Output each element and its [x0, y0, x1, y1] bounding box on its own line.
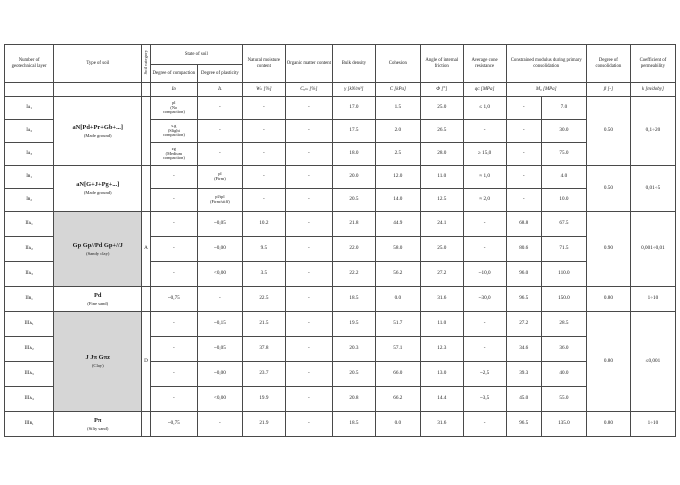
symbol-il: Iʟ: [197, 83, 242, 97]
plasticity-value: -: [197, 143, 242, 166]
modulus-q-value: 96.5: [506, 287, 541, 312]
col-permeability-header: Coefficient of permeability: [630, 45, 675, 83]
col-friction-header: Angle of internal friction: [420, 45, 463, 83]
soil-category: D: [142, 312, 151, 412]
cone-value: ~10,0: [463, 262, 506, 287]
friction-value: 27.2: [420, 262, 463, 287]
cone-value: -: [463, 120, 506, 143]
permeability-value: 0,1÷20: [630, 97, 675, 166]
col-moisture-header: Natural moisture content: [242, 45, 285, 83]
modulus-q-value: 34.6: [506, 337, 541, 362]
consolidation-value: 0.50: [586, 97, 630, 166]
friction-value: 11.0: [420, 312, 463, 337]
moisture-value: 21.5: [242, 312, 285, 337]
cone-value: ~2,5: [463, 362, 506, 387]
soil-type-description: (Made ground): [83, 132, 112, 138]
soil-type-name: J Jπ Gπz: [85, 354, 110, 362]
organic-value: -: [285, 262, 332, 287]
organic-value: -: [285, 189, 332, 212]
modulus-q-value: 80.6: [506, 237, 541, 262]
soil-type-cell: [54, 287, 142, 312]
symbol-iom: Cₒₘ [%]: [285, 83, 332, 97]
soil-type-name: aN[G+J+Pg+...]: [76, 181, 120, 189]
plasticity-value: ~0,00: [197, 362, 242, 387]
modulus-value: 150.0: [541, 287, 586, 312]
modulus-value: 55.0: [541, 387, 586, 412]
cell-line: (Slight: [167, 127, 180, 133]
cohesion-value: 12.0: [375, 166, 420, 189]
cone-value: ≤ 1,0: [463, 97, 506, 120]
cell-line: pl/tpl: [215, 194, 225, 200]
modulus-q-value: -: [506, 120, 541, 143]
layer-id: IIIᴀ₃: [5, 362, 54, 387]
compaction-value: -: [150, 337, 197, 362]
modulus-value: 110.0: [541, 262, 586, 287]
friction-value: 26.5: [420, 120, 463, 143]
friction-value: 31.6: [420, 412, 463, 437]
cone-value: -: [463, 212, 506, 237]
col-compaction-header: Degree of compaction: [150, 65, 197, 83]
organic-value: -: [285, 287, 332, 312]
layer-id: Iᴀ₁: [5, 97, 54, 120]
friction-value: 12.5: [420, 189, 463, 212]
organic-value: -: [285, 166, 332, 189]
cell-line: pl: [218, 171, 222, 177]
permeability-value: 1÷10: [630, 287, 675, 312]
density-value: 18.0: [332, 143, 375, 166]
modulus-value: 36.0: [541, 337, 586, 362]
layer-id: IIᴀ₂: [5, 237, 54, 262]
compaction-value: -: [150, 387, 197, 412]
symbol-empty-1: [5, 83, 54, 97]
permeability-value: 0,001÷0,01: [630, 212, 675, 287]
col-cohesion-header: Cohesion: [375, 45, 420, 83]
friction-value: 11.0: [420, 166, 463, 189]
cohesion-value: 57.1: [375, 337, 420, 362]
organic-value: -: [285, 212, 332, 237]
plasticity-value: <0,00: [197, 387, 242, 412]
plasticity-value: ~0,05: [197, 337, 242, 362]
symbol-c: C [kPa]: [375, 83, 420, 97]
table-row: [5, 287, 676, 312]
cone-value: -: [463, 337, 506, 362]
modulus-value: 7.0: [541, 97, 586, 120]
soil-type-name: aN[Pd+Pr+Gb+...]: [72, 123, 123, 131]
consolidation-value: 0.50: [586, 166, 630, 212]
soil-type-name: Pπ: [94, 416, 102, 424]
moisture-value: 22.5: [242, 287, 285, 312]
symbol-beta: β [-]: [586, 83, 630, 97]
col-layer-header: Number of geotechnical layer: [5, 45, 54, 83]
cone-value: -: [463, 412, 506, 437]
col-modulus-header: Constrained modulus during primary consolidation: [506, 45, 586, 83]
modulus-value: 10.0: [541, 189, 586, 212]
density-value: 20.8: [332, 387, 375, 412]
symbol-wn: Wₙ [%]: [242, 83, 285, 97]
density-value: 20.0: [332, 166, 375, 189]
modulus-value: 75.0: [541, 143, 586, 166]
cone-value: ≥ 15,0: [463, 143, 506, 166]
cohesion-value: 66.0: [375, 362, 420, 387]
symbol-empty-2: [54, 83, 142, 97]
modulus-value: 67.5: [541, 212, 586, 237]
layer-id: IIIᴀ₁: [5, 312, 54, 337]
moisture-value: 3.5: [242, 262, 285, 287]
moisture-value: 37.8: [242, 337, 285, 362]
col-organic-header: Organic matter content: [285, 45, 332, 83]
symbol-qc: qᴄ [MPa]: [463, 83, 506, 97]
cohesion-value: 51.7: [375, 312, 420, 337]
organic-value: -: [285, 143, 332, 166]
soil-category: [142, 412, 151, 437]
moisture-value: -: [242, 166, 285, 189]
cell-line: (Firm/stiff): [210, 199, 230, 204]
plasticity-value: -: [197, 120, 242, 143]
density-value: 22.0: [332, 237, 375, 262]
layer-id: IIʙ₁: [5, 287, 54, 312]
header-row-1: [5, 45, 676, 65]
cone-value: ≈ 1,0: [463, 166, 506, 189]
modulus-q-value: 96.0: [506, 262, 541, 287]
table-row: [5, 312, 676, 337]
organic-value: -: [285, 120, 332, 143]
friction-value: 13.0: [420, 362, 463, 387]
organic-value: -: [285, 237, 332, 262]
modulus-value: 135.0: [541, 412, 586, 437]
table-body: [5, 97, 676, 437]
symbol-gamma: γ [kN/m³]: [332, 83, 375, 97]
density-value: 20.3: [332, 337, 375, 362]
symbol-k: k [m/doby]: [630, 83, 675, 97]
table-row: [5, 166, 676, 189]
compaction-value: ~0,75: [150, 412, 197, 437]
modulus-q-value: 96.5: [506, 412, 541, 437]
friction-value: 25.0: [420, 97, 463, 120]
organic-value: -: [285, 97, 332, 120]
soil-type-cell: [54, 97, 142, 166]
cone-value: ~30,0: [463, 287, 506, 312]
soil-type-name: Pd: [94, 291, 102, 299]
friction-value: 14.4: [420, 387, 463, 412]
moisture-value: -: [242, 189, 285, 212]
density-value: 18.5: [332, 287, 375, 312]
plasticity-value: -: [197, 412, 242, 437]
plasticity-value: ~0,05: [197, 212, 242, 237]
compaction-value: [150, 97, 197, 120]
cone-value: ~3,5: [463, 387, 506, 412]
moisture-value: 10.2: [242, 212, 285, 237]
soil-category: [142, 97, 151, 166]
layer-id: Iʙ₁: [5, 166, 54, 189]
layer-id: IIᴀ₁: [5, 212, 54, 237]
modulus-q-value: 45.0: [506, 387, 541, 412]
plasticity-value: -: [197, 97, 242, 120]
layer-id: IIᴀ₃: [5, 262, 54, 287]
plasticity-value: -: [197, 287, 242, 312]
organic-value: -: [285, 387, 332, 412]
soil-type-cell: [54, 312, 142, 412]
permeability-value: ≤0,001: [630, 312, 675, 412]
compaction-value: -: [150, 237, 197, 262]
density-value: 18.5: [332, 412, 375, 437]
modulus-q-value: -: [506, 166, 541, 189]
col-consolidation-header: Degree of consolidation: [586, 45, 630, 83]
modulus-q-value: 39.3: [506, 362, 541, 387]
col-cone-header: Average cone resistance: [463, 45, 506, 83]
col-type-header: Type of soil: [54, 45, 142, 83]
col-state-header: State of soil: [150, 45, 242, 65]
organic-value: -: [285, 412, 332, 437]
modulus-q-value: 68.8: [506, 212, 541, 237]
plasticity-value: <0,00: [197, 262, 242, 287]
density-value: 20.5: [332, 189, 375, 212]
cone-value: ≈ 2,0: [463, 189, 506, 212]
symbol-phi: Φ [°]: [420, 83, 463, 97]
moisture-value: 21.9: [242, 412, 285, 437]
consolidation-value: 0.90: [586, 212, 630, 287]
plasticity-value: ~0,00: [197, 237, 242, 262]
modulus-q-value: 27.2: [506, 312, 541, 337]
compaction-value: ~0,75: [150, 287, 197, 312]
modulus-value: 28.5: [541, 312, 586, 337]
table-row: [5, 212, 676, 237]
soil-type-description: (Sandy clay): [86, 250, 110, 256]
geotechnical-parameters-table: [4, 44, 676, 437]
cell-line: s.g: [171, 123, 177, 129]
cell-line: pl: [172, 100, 176, 106]
cell-line: compaction): [162, 155, 185, 161]
density-value: 22.2: [332, 262, 375, 287]
moisture-value: -: [242, 120, 285, 143]
friction-value: 28.0: [420, 143, 463, 166]
cell-line: (Medium: [165, 150, 182, 156]
layer-id: Iᴀ₂: [5, 120, 54, 143]
modulus-value: 71.5: [541, 237, 586, 262]
plasticity-value: ~0,15: [197, 312, 242, 337]
soil-type-description: (Fine sand): [87, 300, 109, 306]
friction-value: 25.0: [420, 237, 463, 262]
soil-type-description: (Made ground): [83, 190, 112, 196]
symbol-empty-3: [142, 83, 151, 97]
soil-type-cell: [54, 212, 142, 287]
layer-id: IIIᴀ₄: [5, 387, 54, 412]
soil-type-cell: [54, 412, 142, 437]
col-plasticity-header: Degree of plasticity: [197, 65, 242, 83]
cell-line: (Firm): [214, 176, 226, 181]
compaction-value: -: [150, 212, 197, 237]
soil-category: A: [142, 212, 151, 287]
compaction-value: -: [150, 166, 197, 189]
modulus-value: 4.0: [541, 166, 586, 189]
cohesion-value: 66.2: [375, 387, 420, 412]
soil-type-description: (Clay): [91, 363, 104, 369]
layer-id: Iʙ₂: [5, 189, 54, 212]
organic-value: -: [285, 337, 332, 362]
modulus-q-value: -: [506, 143, 541, 166]
moisture-value: 9.5: [242, 237, 285, 262]
moisture-value: -: [242, 97, 285, 120]
consolidation-value: 0.80: [586, 412, 630, 437]
soil-type-cell: [54, 166, 142, 212]
cohesion-value: 2.0: [375, 120, 420, 143]
density-value: 17.5: [332, 120, 375, 143]
compaction-value: [150, 143, 197, 166]
density-value: 19.5: [332, 312, 375, 337]
symbol-m: M₀ [MPa]: [506, 83, 586, 97]
moisture-value: 19.9: [242, 387, 285, 412]
permeability-value: 1÷10: [630, 412, 675, 437]
consolidation-value: 0.80: [586, 287, 630, 312]
cell-line: (No: [170, 104, 178, 110]
layer-id: Iᴀ₃: [5, 143, 54, 166]
col-density-header: Bulk density: [332, 45, 375, 83]
friction-value: 31.6: [420, 287, 463, 312]
soil-type-name: Gp Gp//Pd Gp+//J: [72, 241, 123, 249]
layer-id: IIIʙ₁: [5, 412, 54, 437]
compaction-value: -: [150, 362, 197, 387]
moisture-value: 23.7: [242, 362, 285, 387]
cell-line: compaction): [162, 109, 185, 115]
symbol-ip: Iᴅ: [150, 83, 197, 97]
consolidation-value: 0.80: [586, 312, 630, 412]
cohesion-value: 2.5: [375, 143, 420, 166]
density-value: 20.5: [332, 362, 375, 387]
soil-category: [142, 166, 151, 212]
cell-line: compaction): [162, 132, 185, 138]
soil-category: [142, 287, 151, 312]
col-category-header: Soil category: [142, 45, 151, 83]
permeability-value: 0,01÷5: [630, 166, 675, 212]
cohesion-value: 56.2: [375, 262, 420, 287]
table-row: [5, 97, 676, 120]
cohesion-value: 1.5: [375, 97, 420, 120]
density-value: 21.8: [332, 212, 375, 237]
organic-value: -: [285, 312, 332, 337]
cohesion-value: 0.0: [375, 287, 420, 312]
table-row: [5, 412, 676, 437]
cone-value: -: [463, 237, 506, 262]
modulus-value: 40.0: [541, 362, 586, 387]
moisture-value: -: [242, 143, 285, 166]
cohesion-value: 44.9: [375, 212, 420, 237]
modulus-q-value: -: [506, 189, 541, 212]
cohesion-value: 0.0: [375, 412, 420, 437]
layer-id: IIIᴀ₂: [5, 337, 54, 362]
compaction-value: [150, 120, 197, 143]
organic-value: -: [285, 362, 332, 387]
compaction-value: -: [150, 262, 197, 287]
friction-value: 12.3: [420, 337, 463, 362]
modulus-q-value: -: [506, 97, 541, 120]
plasticity-value: [197, 189, 242, 212]
friction-value: 24.1: [420, 212, 463, 237]
symbol-row: [5, 83, 676, 97]
plasticity-value: [197, 166, 242, 189]
cell-line: zg: [171, 146, 176, 152]
soil-type-description: (Silty sand): [87, 425, 109, 431]
compaction-value: -: [150, 189, 197, 212]
modulus-value: 30.0: [541, 120, 586, 143]
cone-value: -: [463, 312, 506, 337]
density-value: 17.0: [332, 97, 375, 120]
compaction-value: -: [150, 312, 197, 337]
cohesion-value: 14.0: [375, 189, 420, 212]
cohesion-value: 58.0: [375, 237, 420, 262]
